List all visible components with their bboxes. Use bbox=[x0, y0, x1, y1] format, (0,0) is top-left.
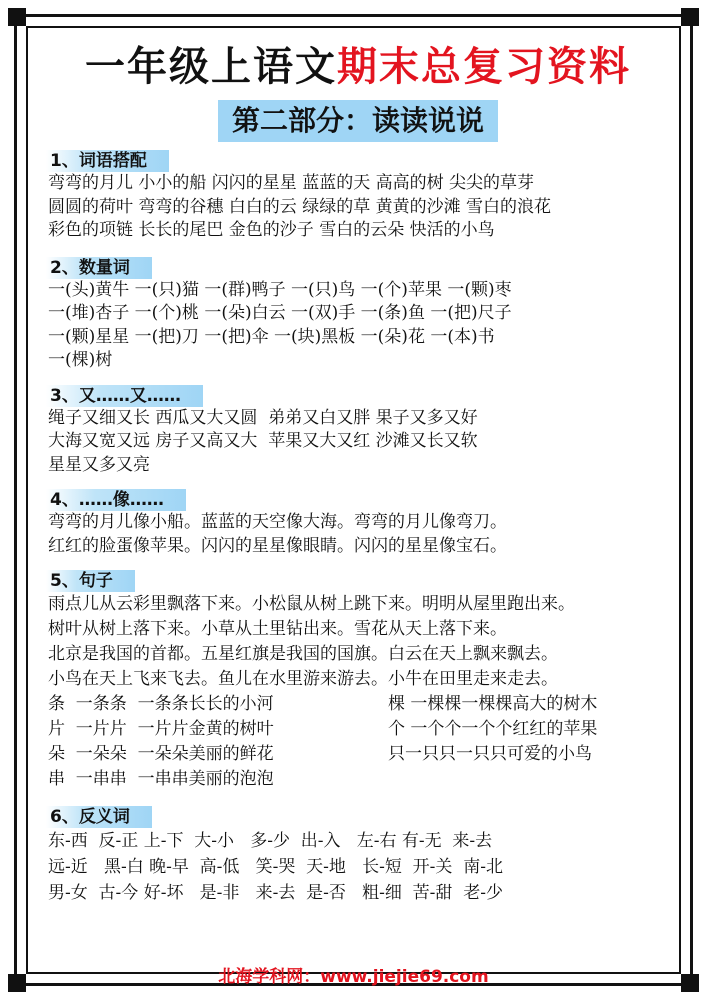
section-heading: 3、又……又…… bbox=[46, 385, 203, 407]
section-heading: 2、数量词 bbox=[46, 257, 152, 279]
measure-word-row bbox=[48, 767, 668, 792]
footer-watermark: 北海学科网：www.jiejie69.com bbox=[218, 967, 489, 987]
section-4 bbox=[48, 489, 668, 558]
text-line: 一(颗)星星 一(把)刀 一(把)伞 一(块)黑板 一(朵)花 一(本)书 bbox=[48, 326, 495, 347]
measure-word-left: 条 一条条 一条条长长的小河 bbox=[48, 694, 274, 714]
text-line: 小鸟在天上飞来飞去。鱼儿在水里游来游去。小牛在田里走来走去。 bbox=[48, 669, 558, 689]
measure-word-right: 个 一个个一个个红红的苹果 bbox=[388, 719, 598, 739]
section-2 bbox=[48, 257, 668, 373]
document-content bbox=[48, 36, 668, 906]
section-heading: 6、反义词 bbox=[46, 806, 152, 828]
text-line: 绳子又细又长 西瓜又大又圆 弟弟又白又胖 果子又多又好 bbox=[48, 407, 478, 428]
measure-word-row bbox=[48, 692, 668, 717]
text-line: 圆圆的荷叶 弯弯的谷穗 白白的云 绿绿的草 黄黄的沙滩 雪白的浪花 bbox=[48, 196, 552, 217]
text-line: 彩色的项链 长长的尾巴 金色的沙子 雪白的云朵 快活的小鸟 bbox=[48, 220, 495, 240]
section-1 bbox=[48, 150, 668, 243]
text-line: 弯弯的月儿像小船。蓝蓝的天空像大海。弯弯的月儿像弯刀。 bbox=[48, 512, 507, 532]
text-line: 一(堆)杏子 一(个)桃 一(朵)白云 一(双)手 一(条)鱼 一(把)尺子 bbox=[48, 303, 512, 323]
text-line: 弯弯的月儿 小小的船 闪闪的星星 蓝蓝的天 高高的树 尖尖的草芽 bbox=[48, 173, 535, 193]
measure-word-right: 棵 一棵棵一棵棵高大的树木 bbox=[388, 694, 598, 714]
text-line: 星星又多又亮 bbox=[48, 454, 150, 475]
measure-word-right bbox=[388, 767, 668, 792]
section-3 bbox=[48, 385, 668, 478]
text-line: 北京是我国的首都。五星红旗是我国的国旗。白云在天上飘来飘去。 bbox=[48, 644, 558, 664]
section-6 bbox=[48, 806, 668, 906]
text-line: 雨点儿从云彩里飘落下来。小松鼠从树上跳下来。明明从屋里跑出来。 bbox=[48, 594, 575, 614]
measure-word-left: 片 一片片 一片片金黄的树叶 bbox=[48, 719, 274, 739]
measure-word-right: 只一只只一只只可爱的小鸟 bbox=[388, 744, 592, 764]
page-title bbox=[48, 36, 668, 98]
text-line: 一(棵)树 bbox=[48, 350, 113, 370]
measure-word-left: 串 一串串 一串串美丽的泡泡 bbox=[48, 769, 274, 789]
title-red: 期末总复习资料 bbox=[337, 44, 631, 90]
corner-mark bbox=[681, 8, 699, 26]
text-line: 东-西 反-正 上-下 大-小 多-少 出-入 左-右 有-无 来-去 bbox=[48, 831, 493, 851]
corner-mark bbox=[8, 8, 26, 26]
title-black: 一年级上语文 bbox=[85, 44, 337, 90]
text-line: 大海又宽又远 房子又高又大 苹果又大又红 沙滩又长又软 bbox=[48, 431, 478, 451]
section-heading: 1、词语搭配 bbox=[46, 150, 169, 172]
measure-word-row bbox=[48, 742, 668, 767]
section-5 bbox=[48, 570, 668, 792]
text-line: 远-近 黑-白 晚-早 高-低 笑-哭 天-地 长-短 开-关 南-北 bbox=[48, 857, 503, 877]
text-line: 一(头)黄牛 一(只)猫 一(群)鸭子 一(只)鸟 一(个)苹果 一(颗)枣 bbox=[48, 279, 512, 300]
text-line: 红红的脸蛋像苹果。闪闪的星星像眼睛。闪闪的星星像宝石。 bbox=[48, 535, 507, 556]
section-heading: 5、句子 bbox=[46, 570, 135, 592]
measure-word-left: 朵 一朵朵 一朵朵美丽的鲜花 bbox=[48, 744, 274, 764]
part-heading: 第二部分：读读说说 bbox=[218, 100, 498, 142]
text-line: 男-女 古-今 好-坏 是-非 来-去 是-否 粗-细 苦-甜 老-少 bbox=[48, 883, 503, 903]
section-heading: 4、……像…… bbox=[46, 489, 186, 511]
measure-word-row bbox=[48, 717, 668, 742]
text-line: 树叶从树上落下来。小草从土里钻出来。雪花从天上落下来。 bbox=[48, 619, 507, 639]
part-heading-wrap bbox=[48, 100, 668, 146]
